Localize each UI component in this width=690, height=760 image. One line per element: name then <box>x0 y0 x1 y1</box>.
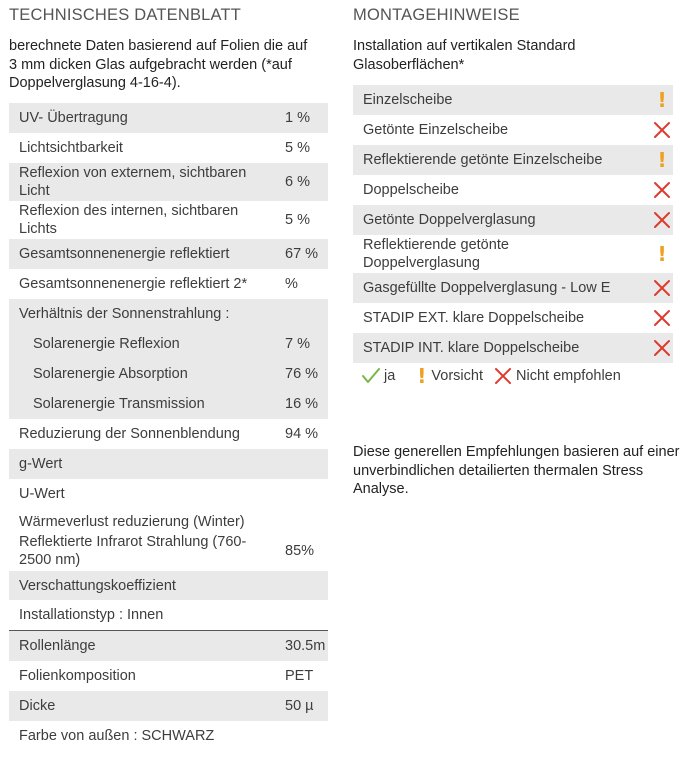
spec-label: Folienkomposition <box>19 668 136 684</box>
spec-row <box>9 299 328 329</box>
spec-value: 5 % <box>285 212 310 228</box>
spec-label: Reflexion des internen, sichtbaren Lichts <box>19 203 239 237</box>
spec-value: 50 µ <box>285 698 314 714</box>
spec-label: Reflexion von externem, sichtbaren Licht <box>19 165 247 199</box>
mounting-label: STADIP INT. klare Doppelscheibe <box>363 340 580 356</box>
spec-label: Solarenergie Absorption <box>33 366 188 382</box>
spec-label: Gesamtsonnenenergie reflektiert 2* <box>19 276 248 292</box>
mounting-label: Gasgefüllte Doppelverglasung - Low E <box>363 280 611 296</box>
caution-icon: ! <box>657 148 667 172</box>
spec-label: Dicke <box>19 698 56 714</box>
mounting-table <box>353 85 673 363</box>
spec-label: Solarenergie Reflexion <box>33 336 180 352</box>
mounting-row <box>353 205 673 235</box>
spec-label: Farbe von außen : SCHWARZ <box>19 728 215 744</box>
legend-not-recommended-label: Nicht empfohlen <box>516 368 621 384</box>
spec-label: Installationstyp : Innen <box>19 607 164 623</box>
cross-icon <box>651 175 673 205</box>
mounting-intro: Installation auf vertikalen Standard Glasoberflächen* <box>353 38 576 73</box>
datasheet-intro: berechnete Daten basierend auf Folien die auf 3 mm dicken Glas aufgebracht werden (*auf Doppelverglasung 4-16-4). <box>9 38 308 91</box>
spec-row <box>9 449 328 479</box>
spec-row <box>9 509 328 531</box>
check-icon <box>361 367 381 385</box>
spec-label: Lichtsichtbarkeit <box>19 140 123 156</box>
legend-caution-label: Vorsicht <box>431 368 484 384</box>
mounting-row <box>353 235 673 273</box>
spec-label: Gesamtsonnenenergie reflektiert <box>19 246 230 262</box>
mounting-label: STADIP EXT. klare Doppelscheibe <box>363 310 585 326</box>
legend-not-recommended <box>493 367 621 385</box>
spec-value: 5 % <box>285 140 310 156</box>
spec-row <box>9 600 328 630</box>
spec-row <box>9 661 328 691</box>
mounting-row <box>353 145 673 175</box>
legend-yes-label: ja <box>384 368 396 384</box>
spec-row <box>9 721 328 751</box>
legend <box>361 366 631 386</box>
spec-row <box>9 201 328 239</box>
spec-value: 6 % <box>285 174 310 190</box>
spec-value: 76 % <box>285 366 319 382</box>
spec-row <box>9 419 328 449</box>
datasheet-heading: TECHNISCHES DATENBLATT <box>9 6 242 24</box>
mounting-label: Getönte Doppelverglasung <box>363 212 536 228</box>
mounting-heading: MONTAGEHINWEISE <box>353 6 520 24</box>
spec-row <box>9 531 328 571</box>
spec-value: 67 % <box>285 246 319 262</box>
caution-icon: ! <box>417 364 427 388</box>
spec-value: 94 % <box>285 426 319 442</box>
mounting-row <box>353 303 673 333</box>
caution-icon: ! <box>657 88 667 112</box>
spec-label: g-Wert <box>19 456 63 472</box>
caution-icon: ! <box>657 242 667 266</box>
cross-icon <box>651 333 673 363</box>
spec-label: Verschattungskoeffizient <box>19 577 176 594</box>
cross-icon <box>651 205 673 235</box>
cross-icon <box>651 273 673 303</box>
spec-value: 85% <box>285 543 315 559</box>
spec-label: Rollenlänge <box>19 638 96 654</box>
spec-row <box>9 359 328 389</box>
spec-row <box>9 133 328 163</box>
spec-value: % <box>285 276 298 292</box>
spec-label: Wärmeverlust reduzierung (Winter) <box>19 514 245 530</box>
spec-table <box>9 103 328 751</box>
spec-value: 16 % <box>285 396 319 412</box>
mounting-label: Reflektierende getönte Einzelscheibe <box>363 152 603 168</box>
recommendation-note: Diese generellen Empfehlungen basieren auf einer unverbindlichen detailierten thermalen Stress Analyse. <box>353 444 680 497</box>
spec-row <box>9 329 328 359</box>
spec-value: 30.5m <box>285 638 326 654</box>
spec-row <box>9 479 328 509</box>
spec-value: PET <box>285 668 314 684</box>
spec-label: UV- Übertragung <box>19 110 128 126</box>
cross-icon <box>493 367 513 385</box>
spec-label: Reduzierung der Sonnenblendung <box>19 426 240 442</box>
spec-row <box>9 571 328 600</box>
spec-row <box>9 630 328 661</box>
spec-label: U-Wert <box>19 486 65 502</box>
spec-row <box>9 389 328 419</box>
mounting-row <box>353 115 673 145</box>
spec-row <box>9 691 328 721</box>
mounting-label: Doppelscheibe <box>363 182 459 198</box>
mounting-row <box>353 273 673 303</box>
mounting-row <box>353 175 673 205</box>
cross-icon <box>651 115 673 145</box>
spec-label: Solarenergie Transmission <box>33 396 205 412</box>
spec-row <box>9 239 328 269</box>
mounting-label: Getönte Einzelscheibe <box>363 122 509 138</box>
mounting-row <box>353 333 673 363</box>
spec-value: 1 % <box>285 110 310 126</box>
legend-yes <box>361 367 395 385</box>
spec-row <box>9 103 328 133</box>
cross-icon <box>651 303 673 333</box>
legend-caution <box>405 366 483 386</box>
spec-value: 7 % <box>285 336 310 352</box>
spec-row <box>9 269 328 299</box>
spec-label: Verhältnis der Sonnenstrahlung : <box>19 306 230 322</box>
mounting-row <box>353 85 673 115</box>
spec-row <box>9 163 328 201</box>
spec-label: Reflektierte Infrarot Strahlung (760-2500 nm) <box>19 534 247 568</box>
mounting-label: Reflektierende getönte Doppelverglasung <box>363 237 509 271</box>
mounting-label: Einzelscheibe <box>363 92 453 108</box>
